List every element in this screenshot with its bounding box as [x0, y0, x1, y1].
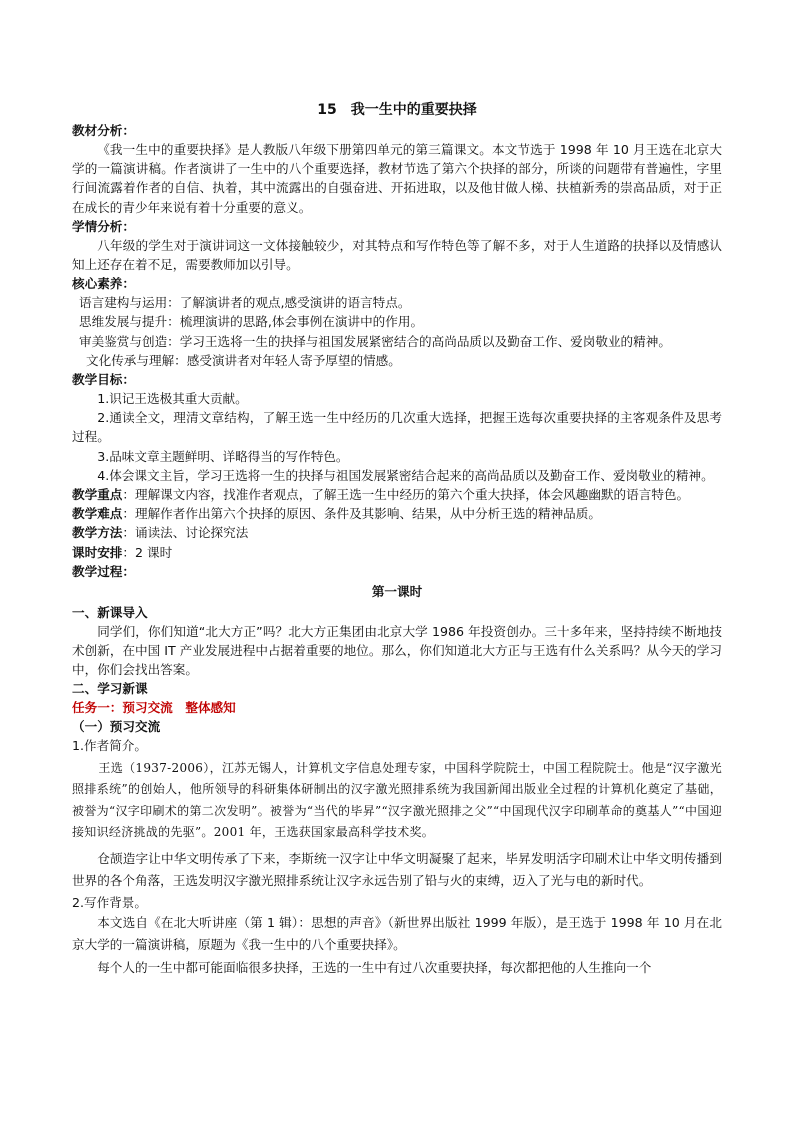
analysis-paragraph: 《我一生中的重要抉择》是人教版八年级下册第四单元的第三篇课文。本文节选于 1998 年 10 月王选在北京大学的一篇演讲稿。作者演讲了一生中的八个重要选择，教材节选了第六个抉择的部分，所谈的问题带有普遍性，字里行间流露着作者的自信、执着，其中流露出的自强奋进、开拓进取，以及他甘做人梯、扶植新秀的崇高品质，对于正在成长的青少年来说有着十分重要的意义。: [72, 142, 722, 215]
key-point-label: 教学重点: [72, 487, 123, 503]
core-item-aesthetic: 审美鉴赏与创造：学习王选将一生的抉择与祖国发展紧密结合的高尚品质以及勤奋工作、爱岗敬业的精神。: [79, 333, 671, 349]
core-item-culture: 文化传承与理解：感受演讲者对年轻人寄予厚望的情感。: [86, 352, 401, 368]
learner-heading: 学情分析：: [72, 218, 135, 234]
learner-paragraph: 八年级的学生对于演讲词这一文体接触较少，对其特点和写作特色等了解不多，对于人生道路的抉择以及情感认知上还存在着不足，需要教师加以引导。: [72, 237, 722, 273]
background-heading: 2.写作背景。: [72, 894, 147, 910]
author-intro-heading: 1.作者简介。: [72, 738, 147, 754]
difficulty-text: ：理解作者作出第六个抉择的原因、条件及其影响、结果，从中分析王选的精神品质。: [122, 506, 601, 522]
goal-item-2: 2.通读全文，理清文章结构，了解王选一生中经历的几次重大选择，把握王选每次重要抉择的主客观条件及思考过程。: [72, 410, 722, 445]
key-point: [72, 485, 722, 504]
intro-heading: 一、新课导入: [72, 604, 148, 620]
background-paragraph-1: 本文选自《在北大听讲座（第 1 辑）：思想的声音》（新世界出版社 1999 年版），是王选于 1998 年 10 月在北京大学的一篇演讲稿，原题为《我一生中的八个重要抉择》。: [72, 914, 722, 953]
author-bio-paragraph-2: 仓颉造字让中华文明传承了下来，李斯统一汉字让中华文明凝聚了起来，毕昇发明活字印刷术让中华文明传播到世界的各个角落，王选发明汉字激光照排系统让汉字永远告别了铅与火的束缚，迈入了光与电的新时代。: [72, 850, 722, 889]
key-point-text: ：理解课文内容，找准作者观点，了解王选一生中经历的第六个重大抉择，体会风趣幽默的语言特色。: [122, 487, 690, 503]
goal-item-4: 4.体会课文主旨，学习王选将一生的抉择与祖国发展紧密结合起来的高尚品质以及勤奋工作、爱岗敬业的精神。: [97, 467, 714, 483]
analysis-heading: 教材分析：: [72, 123, 135, 138]
schedule-text: ：2 课时: [122, 544, 173, 560]
core-heading: 核心素养：: [72, 276, 135, 292]
core-item-language: 语言建构与运用：了解演讲者的观点,感受演讲的语言特点。: [79, 295, 411, 311]
document-title: 15 我一生中的重要抉择: [317, 102, 477, 118]
difficulty-label: 教学难点: [72, 506, 123, 522]
goal-item-1: 1.识记王选极其重大贡献。: [97, 391, 248, 407]
lesson-schedule: [72, 543, 722, 562]
teaching-method: [72, 523, 722, 542]
intro-paragraph: 同学们，你们知道“北大方正”吗？北大方正集团由北京大学 1986 年投资创办。三十多年来，坚持持续不断地技术创新，在中国 IT 产业发展进程中占据着重要的地位。那么，你们知道北大方正与王选有什么关系吗？从今天的学习中，你们会找出答案。: [72, 623, 722, 678]
method-text: ：诵读法、讨论探究法: [122, 525, 249, 541]
author-bio: 王选（1937-2006），江苏无锡人，计算机文字信息处理专家，中国科学院院士，中国工程院院士。他是“汉字激光照排系统”的创始人，他所领导的科研集体研制出的汉字激光照排系统为我国新闻出版业全过程的计算机化奠定了基础，被誉为“汉字印刷术的第二次发明”。被誉为“当代的毕昇”“汉字激光照排之父”“中国现代汉字印刷革命的奠基人”“中国迎接知识经济挑战的先驱”。2001 年，王选获国家最高科学技术奖。: [72, 760, 722, 840]
core-item-thinking: 思维发展与提升：梳理演讲的思路,体会事例在演讲中的作用。: [79, 314, 424, 330]
method-label: 教学方法: [72, 525, 123, 541]
preview-heading: （一）预习交流: [72, 719, 161, 735]
new-lesson-heading: 二、学习新课: [72, 681, 148, 697]
process-heading: 教学过程：: [72, 563, 135, 579]
schedule-label: 课时安排: [72, 544, 123, 560]
background-paragraph-2: 每个人的一生中都可能面临很多抉择，王选的一生中有过八次重要抉择，每次都把他的人生推向一个: [97, 959, 652, 975]
goals-heading: 教学目标：: [72, 372, 135, 388]
difficulty-point: [72, 504, 722, 523]
document-page: [72, 100, 722, 979]
goal-item-3: 3.品味文章主题鲜明、详略得当的写作特色。: [97, 448, 349, 464]
task-one-heading: 任务一：预习交流 整体感知: [72, 700, 236, 716]
lesson-one-heading: 第一课时: [371, 583, 423, 599]
